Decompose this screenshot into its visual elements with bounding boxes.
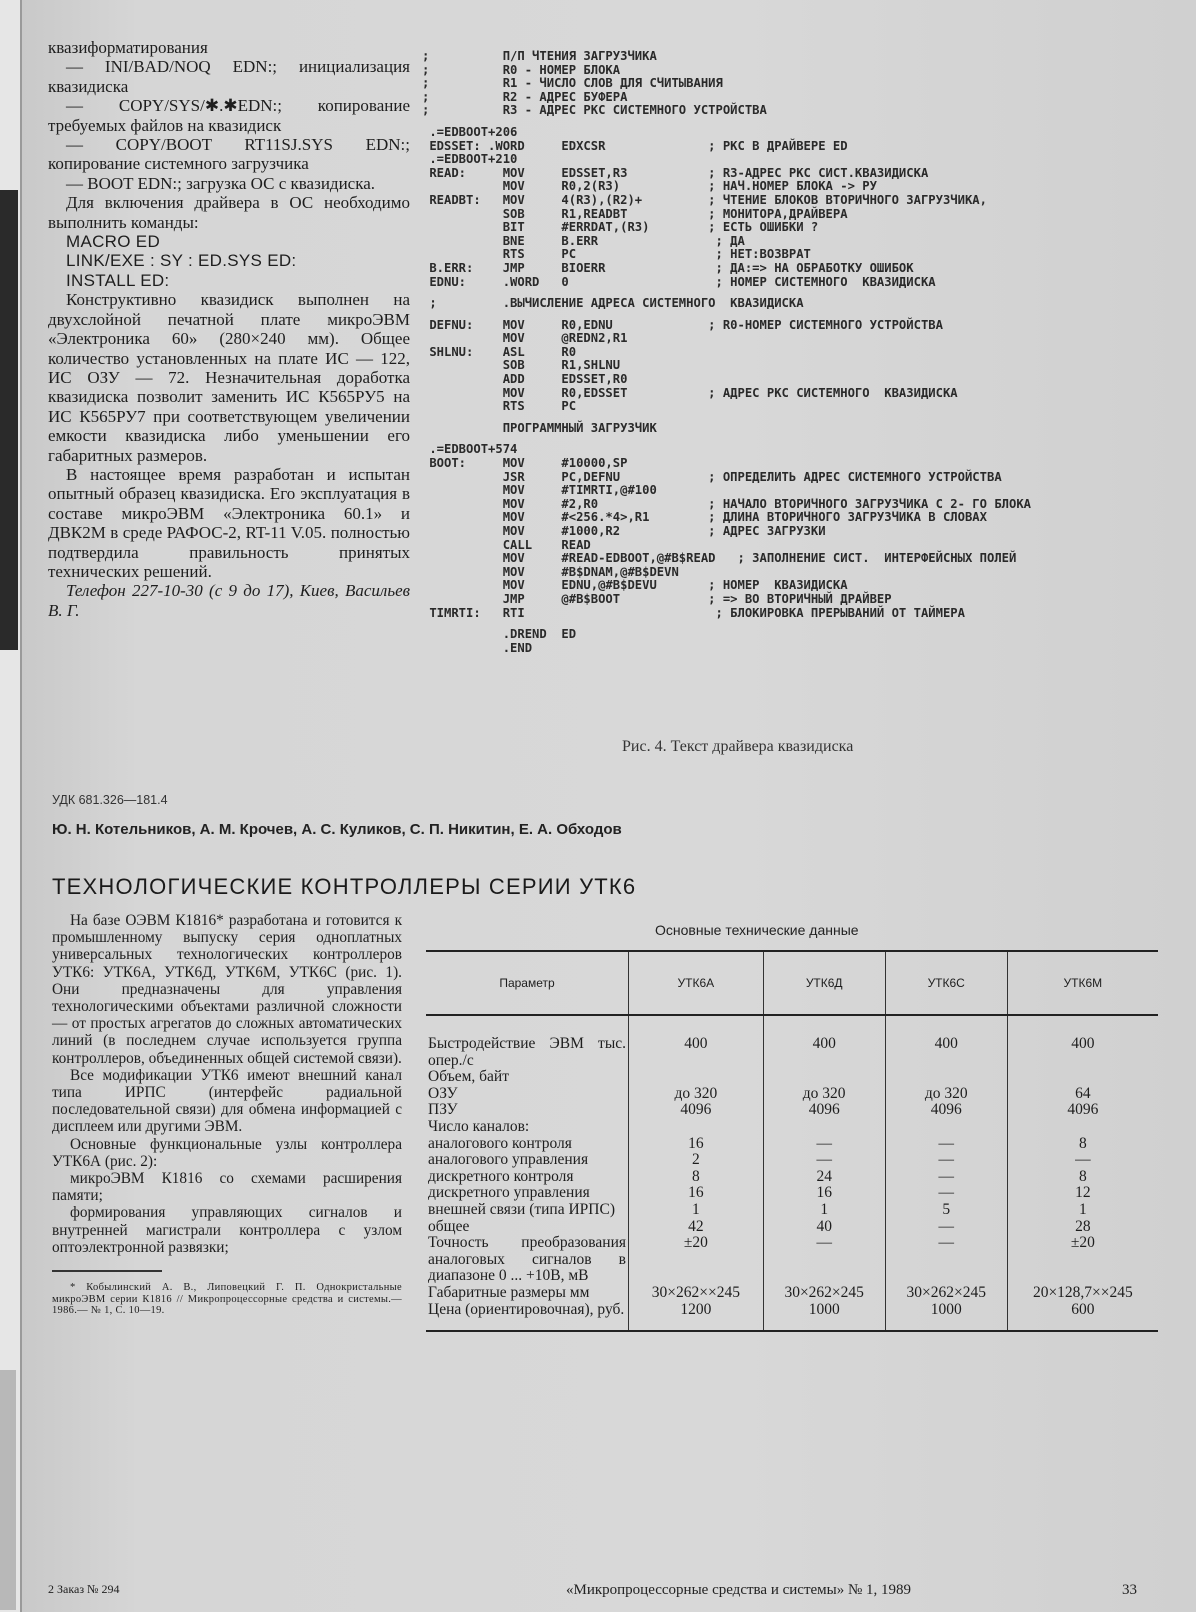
code-line: .DREND ED — [422, 627, 577, 642]
paragraph: Все модификации УТК6 имеют внешний канал типа ИРПС (интерфейс радиальной последовательной связи) для обмена информацией с дисплеем или другими ЭВМ. — [52, 1066, 402, 1136]
code-line: SHLNU: ASL R0 — [422, 344, 577, 359]
table-row — [426, 1219, 1158, 1236]
table-row — [426, 1302, 1158, 1332]
text-line: квазиформатирования — [48, 38, 208, 57]
code-line: MOV R0,EDSSET ; АДРЕС РКС СИСТЕМНОГО КВАЗИДИСКА — [422, 385, 958, 400]
tech-specs-table — [426, 950, 1158, 1332]
param-cell: Быстродействие ЭВМ тыс. опер./с — [428, 1035, 626, 1069]
value-cell: 42 — [629, 1219, 764, 1236]
param-cell: внешней связи (типа ИРПС) — [428, 1200, 615, 1218]
column-header: Параметр — [426, 951, 629, 1015]
udk-code: УДК 681.326—181.4 — [52, 793, 168, 807]
table-row — [426, 1015, 1158, 1069]
table-title: Основные технические данные — [655, 922, 859, 938]
value-cell: 600 — [1007, 1302, 1158, 1332]
value-cell: 1000 — [885, 1302, 1007, 1332]
order-number: 2 Заказ № 294 — [48, 1582, 120, 1596]
code-block — [422, 297, 1162, 311]
table-row — [426, 1069, 1158, 1086]
value-cell: — — [763, 1235, 885, 1285]
table-row — [426, 1086, 1158, 1103]
value-cell: 1 — [763, 1202, 885, 1219]
paragraph: Основные функциональные узлы контроллера УТК6А (рис. 2): — [52, 1135, 402, 1170]
param-cell: дискретного управления — [428, 1184, 590, 1202]
param-cell: Цена (ориентировочная), руб. — [426, 1302, 629, 1332]
article-body — [52, 912, 402, 1317]
journal-name: «Микропроцессорные средства и системы» № 1, 1989 — [566, 1582, 912, 1598]
value-cell — [629, 1069, 764, 1086]
value-cell: 4096 — [1007, 1102, 1158, 1119]
param-cell: ОЗУ — [428, 1084, 458, 1102]
code-line: B.ERR: JMP BIOERR ; ДА:=> НА ОБРАБОТКУ ОШИБОК — [422, 260, 914, 275]
table-row — [426, 1202, 1158, 1219]
paragraph-enable-driver: Для включения драйвера в ОС необходимо выполнить команды: — [48, 193, 410, 232]
value-cell: ±20 — [629, 1235, 764, 1285]
code-line: MOV #1000,R2 ; АДРЕС ЗАГРУЗКИ — [422, 524, 826, 538]
value-cell: 8 — [629, 1169, 764, 1186]
value-cell: 400 — [1007, 1015, 1158, 1069]
code-line: MOV @REDN2,R1 — [422, 331, 628, 346]
article-title: ТЕХНОЛОГИЧЕСКИЕ КОНТРОЛЛЕРЫ СЕРИИ УТК6 — [52, 874, 637, 899]
code-block — [422, 319, 1162, 414]
paragraph: На базе ОЭВМ К1816* разработана и готовится к промышленному выпуску серия одноплатных универсальных технологических контроллеров УТК6: УТК6А, УТК6Д, УТК6М, УТК6С (рис. 1). Они предназначены для управления технологическими объектами различной сложности — от простых агрегатов до сложных автоматических линий (в последнем случае используется группа контроллеров, объединенных общей системой связи). — [52, 912, 402, 1067]
value-cell: — — [885, 1169, 1007, 1186]
code-block — [422, 628, 1162, 655]
param-cell: Габаритные размеры мм — [428, 1283, 590, 1301]
value-cell: до 320 — [763, 1086, 885, 1103]
code-line: ; П/П ЧТЕНИЯ ЗАГРУЗЧИКА — [422, 49, 657, 63]
code-line: SOB R1,SHLNU — [422, 358, 621, 373]
param-cell: дискретного контроля — [428, 1167, 574, 1185]
footnote: * Кобылинский А. В., Липовецкий Г. П. Однокристальные микроЭВМ серии К1816 // Микропроцессорные средства и системы.— 1986.— № 1, С. 10—19. — [52, 1282, 402, 1317]
param-cell: аналогового контроля — [428, 1134, 572, 1152]
table-header-row — [426, 951, 1158, 1015]
table-row — [426, 1235, 1158, 1285]
value-cell: — — [885, 1136, 1007, 1153]
value-cell: — — [885, 1185, 1007, 1202]
value-cell: 16 — [763, 1185, 885, 1202]
code-line: RTS PC — [422, 399, 577, 414]
code-line: ; .ВЫЧИСЛЕНИЕ АДРЕСА СИСТЕМНОГО КВАЗИДИСКА — [422, 296, 804, 311]
value-cell: ±20 — [1007, 1235, 1158, 1285]
value-cell: 28 — [1007, 1219, 1158, 1236]
command-item: — COPY/SYS/✱.✱EDN:; копирование требуемых файлов на квазидиск — [48, 96, 410, 135]
code-line: MOV EDNU,@#B$DEVU ; НОМЕР КВАЗИДИСКА — [422, 578, 848, 593]
column-header: УТК6Д — [763, 951, 885, 1015]
code-line: .=EDBOOT+210 — [422, 152, 518, 167]
value-cell: 16 — [629, 1185, 764, 1202]
value-cell: — — [885, 1152, 1007, 1169]
value-cell: 5 — [885, 1202, 1007, 1219]
code-line: READ: MOV EDSSET,R3 ; R3-АДРЕС РКС СИСТ.КВАЗИДИСКА — [422, 165, 929, 180]
value-cell — [885, 1069, 1007, 1086]
code-block — [422, 443, 1162, 620]
value-cell: — — [885, 1235, 1007, 1285]
param-cell: Число каналов: — [428, 1117, 530, 1135]
footnote-divider — [52, 1270, 162, 1272]
code-line: BNE B.ERR ; ДА — [422, 233, 745, 248]
value-cell: 8 — [1007, 1136, 1158, 1153]
code-line: JSR PC,DEFNU ; ОПРЕДЕЛИТЬ АДРЕС СИСТЕМНОГО УСТРОЙСТВА — [422, 469, 1002, 484]
value-cell: — — [1007, 1152, 1158, 1169]
value-cell: 1 — [629, 1202, 764, 1219]
value-cell: 2 — [629, 1152, 764, 1169]
code-line: TIMRTI: RTI ; БЛОКИРОВКА ПРЕРЫВАНИЙ ОТ ТАЙМЕРА — [422, 605, 965, 620]
code-line: .=EDBOOT+206 — [422, 124, 518, 139]
paragraph: микроЭВМ К1816 со схемами расширения памяти; — [52, 1170, 402, 1205]
value-cell — [629, 1119, 764, 1136]
value-cell: 30×262××245 — [629, 1285, 764, 1302]
code-line: EDNU: .WORD 0 ; НОМЕР СИСТЕМНОГО КВАЗИДИСКА — [422, 274, 936, 289]
code-line: BOOT: MOV #10000,SP — [422, 456, 628, 471]
code-block — [422, 126, 1162, 289]
param-cell: Точность преобразования аналоговых сигналов в диапазоне 0 ... +10В, мВ — [428, 1234, 626, 1285]
command-install: INSTALL ED: — [66, 270, 170, 290]
table-row — [426, 1285, 1158, 1302]
value-cell: 1 — [1007, 1202, 1158, 1219]
code-line: MOV R0,2(R3) ; НАЧ.НОМЕР БЛОКА -> РУ — [422, 179, 877, 194]
table-row — [426, 1152, 1158, 1169]
param-cell: общее — [428, 1217, 470, 1235]
code-line: .END — [422, 640, 533, 655]
command-item: — BOOT EDN:; загрузка ОС с квазидиска. — [66, 173, 376, 193]
value-cell: 30×262×245 — [885, 1285, 1007, 1302]
contact-info: Телефон 227-10-30 (с 9 до 17), Киев, Васильев В. Г. — [48, 581, 410, 620]
book-cover-strip — [0, 190, 18, 650]
value-cell: 30×262×245 — [763, 1285, 885, 1302]
code-line: ; R3 - АДРЕС РКС СИСТЕМНОГО УСТРОЙСТВА — [422, 103, 767, 118]
code-block — [422, 50, 1162, 118]
command-macro: MACRO ED — [66, 232, 161, 252]
value-cell — [1007, 1119, 1158, 1136]
code-line: READBT: MOV 4(R3),(R2)+ ; ЧТЕНИЕ БЛОКОВ ВТОРИЧНОГО ЗАГРУЗЧИКА, — [422, 192, 987, 207]
value-cell: 1000 — [763, 1302, 885, 1332]
adjacent-page-shadow — [0, 1370, 16, 1610]
column-header: УТК6С — [885, 951, 1007, 1015]
value-cell: 24 — [763, 1169, 885, 1186]
code-line: ; R1 - ЧИСЛО СЛОВ ДЛЯ СЧИТЫВАНИЯ — [422, 76, 723, 91]
value-cell: — — [763, 1136, 885, 1153]
command-item: — COPY/BOOT RT11SJ.SYS EDN:; копирование системного загрузчика — [48, 135, 410, 174]
code-line: .=EDBOOT+574 — [422, 442, 518, 457]
value-cell: 20×128,7××245 — [1007, 1285, 1158, 1302]
code-block — [422, 422, 1162, 436]
value-cell: — — [885, 1219, 1007, 1236]
code-line: ADD EDSSET,R0 — [422, 372, 628, 387]
table-row — [426, 1102, 1158, 1119]
table-row — [426, 1136, 1158, 1153]
code-line: CALL READ — [422, 537, 591, 552]
page-number: 33 — [1122, 1582, 1137, 1598]
code-line: ПРОГРАММНЫЙ ЗАГРУЗЧИК — [422, 420, 657, 435]
value-cell: 4096 — [629, 1102, 764, 1119]
code-line: MOV #READ-EDBOOT,@#B$READ ; ЗАПОЛНЕНИЕ СИСТ. ИНТЕРФЕЙСНЫХ ПОЛЕЙ — [422, 551, 1017, 566]
value-cell: 12 — [1007, 1185, 1158, 1202]
article-authors: Ю. Н. Котельников, А. М. Крочев, А. С. Куликов, С. П. Никитин, Е. А. Обходов — [52, 821, 622, 838]
code-line: EDSSET: .WORD EDXCSR ; РКС В ДРАЙВЕРЕ ED — [422, 138, 848, 153]
figure-caption: Рис. 4. Текст драйвера квазидиска — [622, 738, 854, 755]
code-line: RTS PC ; НЕТ:ВОЗВРАТ — [422, 247, 811, 262]
value-cell: до 320 — [629, 1086, 764, 1103]
value-cell: 8 — [1007, 1169, 1158, 1186]
paragraph: формирования управляющих сигналов и внутренней магистрали контроллера с узлом оптоэлектронной развязки; — [52, 1204, 402, 1256]
value-cell: 400 — [763, 1015, 885, 1069]
command-item: — INI/BAD/NOQ EDN:; инициализация квазидиска — [48, 57, 410, 96]
driver-code-listing — [422, 50, 1162, 663]
column-header: УТК6А — [629, 951, 764, 1015]
value-cell — [763, 1069, 885, 1086]
code-line: MOV #TIMRTI,@#100 — [422, 483, 657, 498]
value-cell: 40 — [763, 1219, 885, 1236]
code-line: ; R0 - НОМЕР БЛОКА — [422, 62, 621, 77]
param-cell: аналогового управления — [428, 1151, 589, 1169]
code-line: SOB R1,READBT ; МОНИТОРА,ДРАЙВЕРА — [422, 206, 848, 221]
column-header: УТК6М — [1007, 951, 1158, 1015]
value-cell — [1007, 1069, 1158, 1086]
table-row — [426, 1169, 1158, 1186]
value-cell: 16 — [629, 1136, 764, 1153]
code-line: BIT #ERRDAT,(R3) ; ЕСТЬ ОШИБКИ ? — [422, 220, 819, 235]
value-cell — [763, 1119, 885, 1136]
code-line: DEFNU: MOV R0,EDNU ; R0-НОМЕР СИСТЕМНОГО УСТРОЙСТВА — [422, 317, 943, 332]
code-line: MOV #2,R0 ; НАЧАЛО ВТОРИЧНОГО ЗАГРУЗЧИКА С 2- ГО БЛОКА — [422, 496, 1032, 511]
paragraph-current-status: В настоящее время разработан и испытан опытный образец квазидиска. Его эксплуатация в составе микроЭВМ «Электроника 60.1» и ДВК2М в среде РАФОС-2, RT-11 V.05. полностью подтвердила правильность принятых технических решений. — [48, 464, 410, 581]
value-cell: 64 — [1007, 1086, 1158, 1103]
value-cell: 4096 — [763, 1102, 885, 1119]
left-column-previous-article — [48, 38, 410, 620]
value-cell: — — [763, 1152, 885, 1169]
param-cell: ПЗУ — [428, 1101, 458, 1119]
value-cell: 1200 — [629, 1302, 764, 1332]
value-cell: 4096 — [885, 1102, 1007, 1119]
value-cell: 400 — [885, 1015, 1007, 1069]
code-line: JMP @#B$BOOT ; => ВО ВТОРИЧНЫЙ ДРАЙВЕР — [422, 591, 892, 606]
table-row — [426, 1119, 1158, 1136]
code-line: MOV #<256.*4>,R1 ; ДЛИНА ВТОРИЧНОГО ЗАГРУЗЧИКА В СЛОВАХ — [422, 510, 987, 525]
param-cell: Объем, байт — [428, 1068, 509, 1086]
code-line: MOV #B$DNAM,@#B$DEVN — [422, 564, 679, 579]
value-cell — [885, 1119, 1007, 1136]
value-cell: 400 — [629, 1015, 764, 1069]
paragraph-construction: Конструктивно квазидиск выполнен на двухслойной печатной плате микроЭВМ «Электроника 60» (280×240 мм). Общее количество установленных на плате ИС — 122, ИС ОЗУ — 72. Незначительная доработка квазидиска позволит заменить ИС К565РУ5 на ИС К565РУ7 при соответствующем увеличении емкости квазидиска либо уменьшении его габаритных размеров. — [48, 290, 410, 465]
table-row — [426, 1185, 1158, 1202]
adjacent-page-edge — [0, 0, 20, 1612]
code-line: ; R2 - АДРЕС БУФЕРА — [422, 89, 628, 104]
value-cell: до 320 — [885, 1086, 1007, 1103]
command-link: LINK/EXE : SY : ED.SYS ED: — [66, 251, 297, 271]
